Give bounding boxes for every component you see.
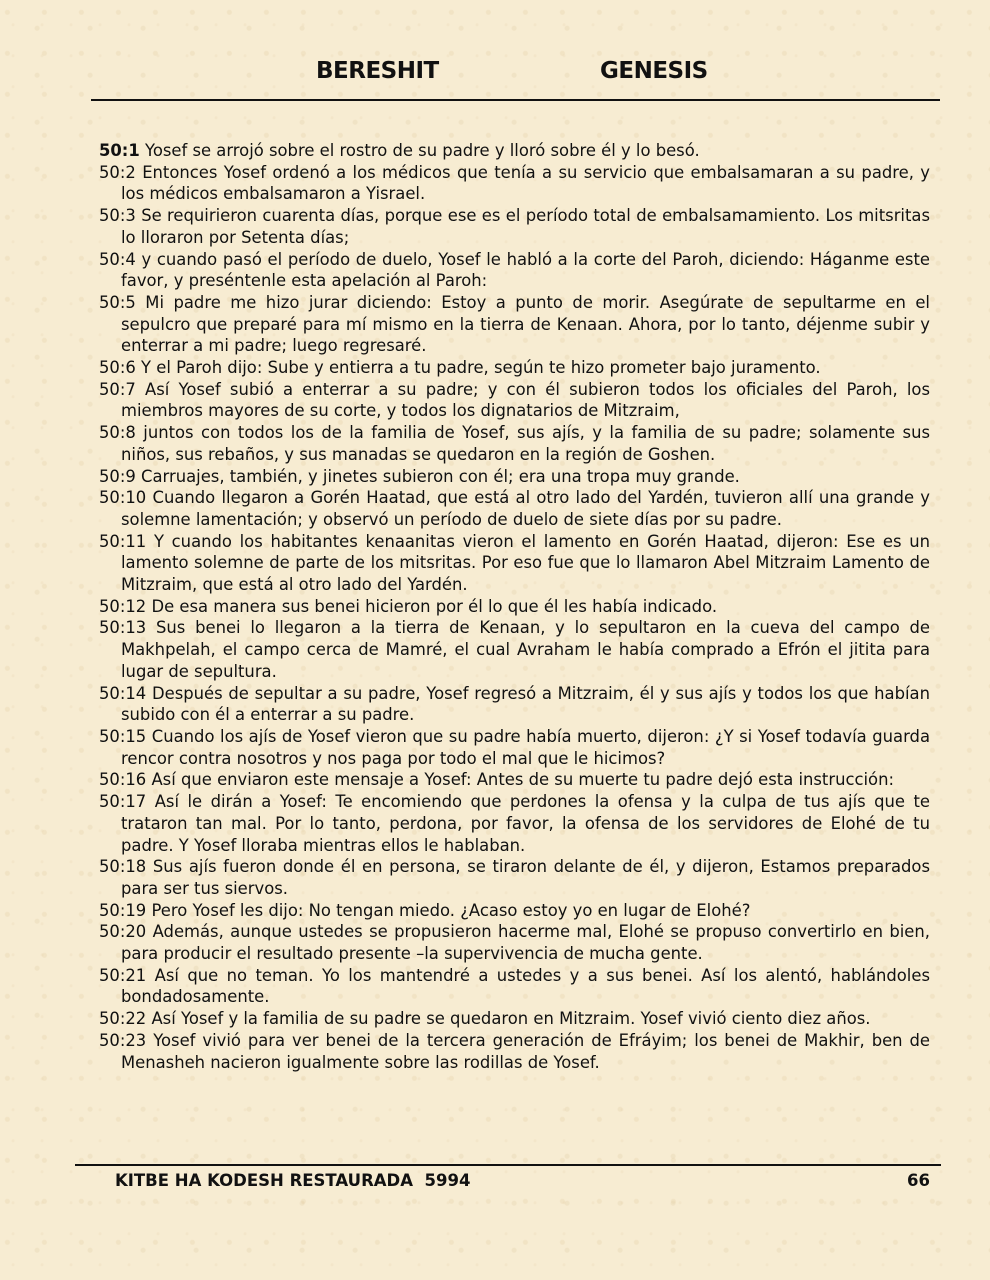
verse-paragraph (99, 683, 930, 726)
verse-paragraph (99, 379, 930, 422)
verse-number: 50:7 (99, 379, 136, 399)
verse-paragraph (99, 140, 930, 162)
footer-rule (75, 1164, 941, 1166)
verse-paragraph (99, 769, 930, 791)
verse-number: 50:4 (99, 249, 136, 269)
verse-text: Así que no teman. Yo los mantendré a ustedes y a sus benei. Así los alentó, hablándoles bondadosamente. (121, 965, 930, 1007)
verse-text: Pero Yosef les dijo: No tengan miedo. ¿Acaso estoy yo en lugar de Elohé? (151, 900, 751, 920)
verse-number: 50:3 (99, 206, 136, 226)
verse-number: 50:20 (99, 922, 147, 942)
verse-list (99, 140, 930, 1073)
verse-paragraph (99, 422, 930, 465)
verse-paragraph (99, 292, 930, 357)
verse-paragraph (99, 965, 930, 1008)
page-header (0, 58, 990, 92)
verse-number: 50:14 (99, 683, 147, 703)
verse-paragraph (99, 531, 930, 596)
verse-number: 50:10 (99, 488, 147, 508)
header-title-hebrew: BERESHIT (316, 58, 439, 84)
verse-text: Se requirieron cuarenta días, porque ese es el período total de embalsamamiento. Los mitsritas lo lloraron por Setenta días; (121, 206, 931, 247)
footer-book-title: KITBE HA KODESH RESTAURADA 5994 (115, 1171, 471, 1190)
verse-text: juntos con todos los de la familia de Yosef, sus ajís, y la familia de su padre; solamente sus niños, sus rebaños, y sus manadas se quedaron en la región de Goshen. (121, 423, 930, 464)
verse-number: 50:22 (99, 1009, 147, 1029)
verse-text: Así Yosef subió a enterrar a su padre; y con él subieron todos los oficiales del Paroh, los miembros mayores de su corte, y todos los dignatarios de Mitzraim, (121, 379, 930, 421)
verse-text: Sus ajís fueron donde él en persona, se tiraron delante de él, y dijeron, Estamos preparados para ser tus siervos. (121, 857, 931, 898)
verse-paragraph (99, 1008, 930, 1030)
verse-number: 50:18 (99, 857, 147, 877)
verse-text: Carruajes, también, y jinetes subieron con él; era una tropa muy grande. (141, 466, 740, 486)
verse-paragraph (99, 249, 930, 292)
verse-number: 50:5 (99, 292, 136, 312)
verse-number: 50:16 (99, 770, 147, 790)
verse-number: 50:12 (99, 596, 147, 616)
verse-paragraph (99, 596, 930, 618)
verse-paragraph (99, 617, 930, 682)
verse-paragraph (99, 357, 930, 379)
verse-text: Cuando llegaron a Gorén Haatad, que está al otro lado del Yardén, tuvieron allí una grande y solemne lamentación; y observó un período de duelo de siete días por su padre. (121, 488, 930, 529)
verse-text: Así Yosef y la familia de su padre se quedaron en Mitzraim. Yosef vivió ciento diez años. (151, 1009, 871, 1029)
verse-text: y cuando pasó el período de duelo, Yosef le habló a la corte del Paroh, diciendo: Háganme este favor, y preséntenle esta apelación al Paroh: (121, 249, 930, 291)
verse-paragraph (99, 726, 930, 769)
verse-number: 50:19 (99, 900, 147, 920)
verse-paragraph (99, 487, 930, 530)
verse-number: 50:23 (99, 1030, 147, 1050)
verse-text: Entonces Yosef ordenó a los médicos que tenía a su servicio que embalsamaran a su padre, y los médicos embalsamaron a Yisrael. (121, 162, 931, 204)
header-title-english: GENESIS (600, 58, 708, 84)
verse-number: 50:13 (99, 618, 147, 638)
verse-number: 50:15 (99, 726, 147, 746)
verse-number: 50:21 (99, 965, 147, 985)
verse-paragraph (99, 856, 930, 899)
verse-paragraph (99, 466, 930, 488)
verse-text: De esa manera sus benei hicieron por él lo que él les había indicado. (151, 596, 718, 616)
verse-text: Después de sepultar a su padre, Yosef regresó a Mitzraim, él y sus ajís y todos los que habían subido con él a enterrar a su padre. (121, 683, 930, 725)
verse-paragraph (99, 162, 930, 205)
verse-paragraph (99, 1030, 930, 1073)
verse-number: 50:17 (99, 792, 147, 812)
verse-text: Además, aunque ustedes se propusieron hacerme mal, Elohé se propuso convertirlo en bien, para producir el resultado presente –la supervivencia de mucha gente. (121, 922, 930, 964)
verse-number: 50:11 (99, 531, 147, 551)
verse-paragraph (99, 900, 930, 922)
verse-text: Yosef vivió para ver benei de la tercera generación de Efráyim; los benei de Makhir, ben de Menasheh nacieron igualmente sobre las rodillas de Yosef. (121, 1030, 930, 1072)
verse-text: Yosef se arrojó sobre el rostro de su padre y lloró sobre él y lo besó. (145, 141, 700, 160)
verse-text: Sus benei lo llegaron a la tierra de Kenaan, y lo sepultaron en la cueva del campo de Makhpelah, el campo cerca de Mamré, el cual Avraham le había comprado a Efrón el jitita para lugar de sepultura. (121, 618, 930, 681)
verse-paragraph (99, 921, 930, 964)
header-rule (91, 99, 940, 101)
footer-page-number: 66 (907, 1171, 930, 1190)
verse-text: Cuando los ajís de Yosef vieron que su padre había muerto, dijeron: ¿Y si Yosef todavía guarda rencor contra nosotros y nos paga por todo el mal que le hicimos? (121, 726, 930, 768)
verse-text: Y el Paroh dijo: Sube y entierra a tu padre, según te hizo prometer bajo juramento. (141, 358, 821, 378)
verse-text: Así que enviaron este mensaje a Yosef: Antes de su muerte tu padre dejó esta instrucción: (151, 770, 894, 790)
verse-paragraph (99, 791, 930, 856)
verse-number: 50:6 (99, 358, 136, 378)
verse-number: 50:1 (99, 141, 140, 160)
verse-number: 50:2 (99, 162, 136, 182)
verse-number: 50:8 (99, 423, 136, 443)
verse-paragraph (99, 205, 930, 248)
verse-text: Así le dirán a Yosef: Te encomiendo que perdones la ofensa y la culpa de tus ajís que te trataron tan mal. Por lo tanto, perdona, por favor, la ofensa de los servidores de Elohé de tu padre. Y Yosef lloraba mientras ellos le hablaban. (121, 792, 930, 855)
verse-text: Y cuando los habitantes kenaanitas vieron el lamento en Gorén Haatad, dijeron: Ese es un lamento solemne de parte de los mitsritas. Por eso fue que lo llamaron Abel Mitzraim Lamento de Mitzraim, que está al otro lado del Yardén. (121, 531, 930, 595)
verse-number: 50:9 (99, 466, 136, 486)
verse-text: Mi padre me hizo jurar diciendo: Estoy a punto de morir. Asegúrate de sepultarme en el sepulcro que preparé para mí mismo en la tierra de Kenaan. Ahora, por lo tanto, déjenme subir y enterrar a mi padre; luego regresaré. (121, 292, 930, 356)
